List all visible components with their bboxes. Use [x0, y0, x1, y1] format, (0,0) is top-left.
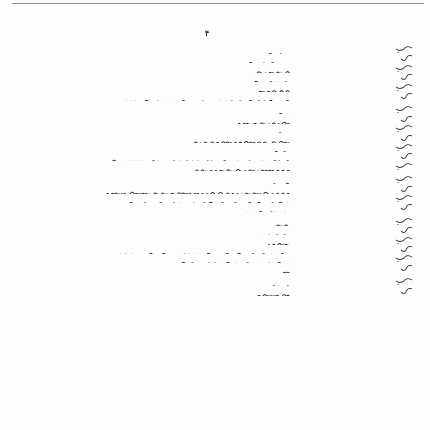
margin-marker [398, 91, 420, 101]
handwritten-line [256, 286, 290, 296]
handwriting-scribble [280, 269, 290, 273]
margin-marker [392, 161, 414, 171]
handwriting-scribble [194, 167, 290, 171]
margin-marker [398, 286, 420, 296]
margin-marker [398, 263, 420, 273]
handwritten-line [178, 253, 290, 263]
handwriting-scribble [256, 292, 290, 296]
margin-marker [398, 202, 420, 212]
handwriting-scribble [178, 260, 290, 264]
handwritten-line [116, 91, 290, 101]
handwritten-line [280, 263, 290, 273]
handwriting-scribble [242, 209, 290, 213]
page-number: ۴ [204, 28, 210, 38]
handwritten-line [242, 202, 290, 212]
handwriting-scribble [116, 98, 290, 102]
handwritten-line [194, 161, 290, 171]
